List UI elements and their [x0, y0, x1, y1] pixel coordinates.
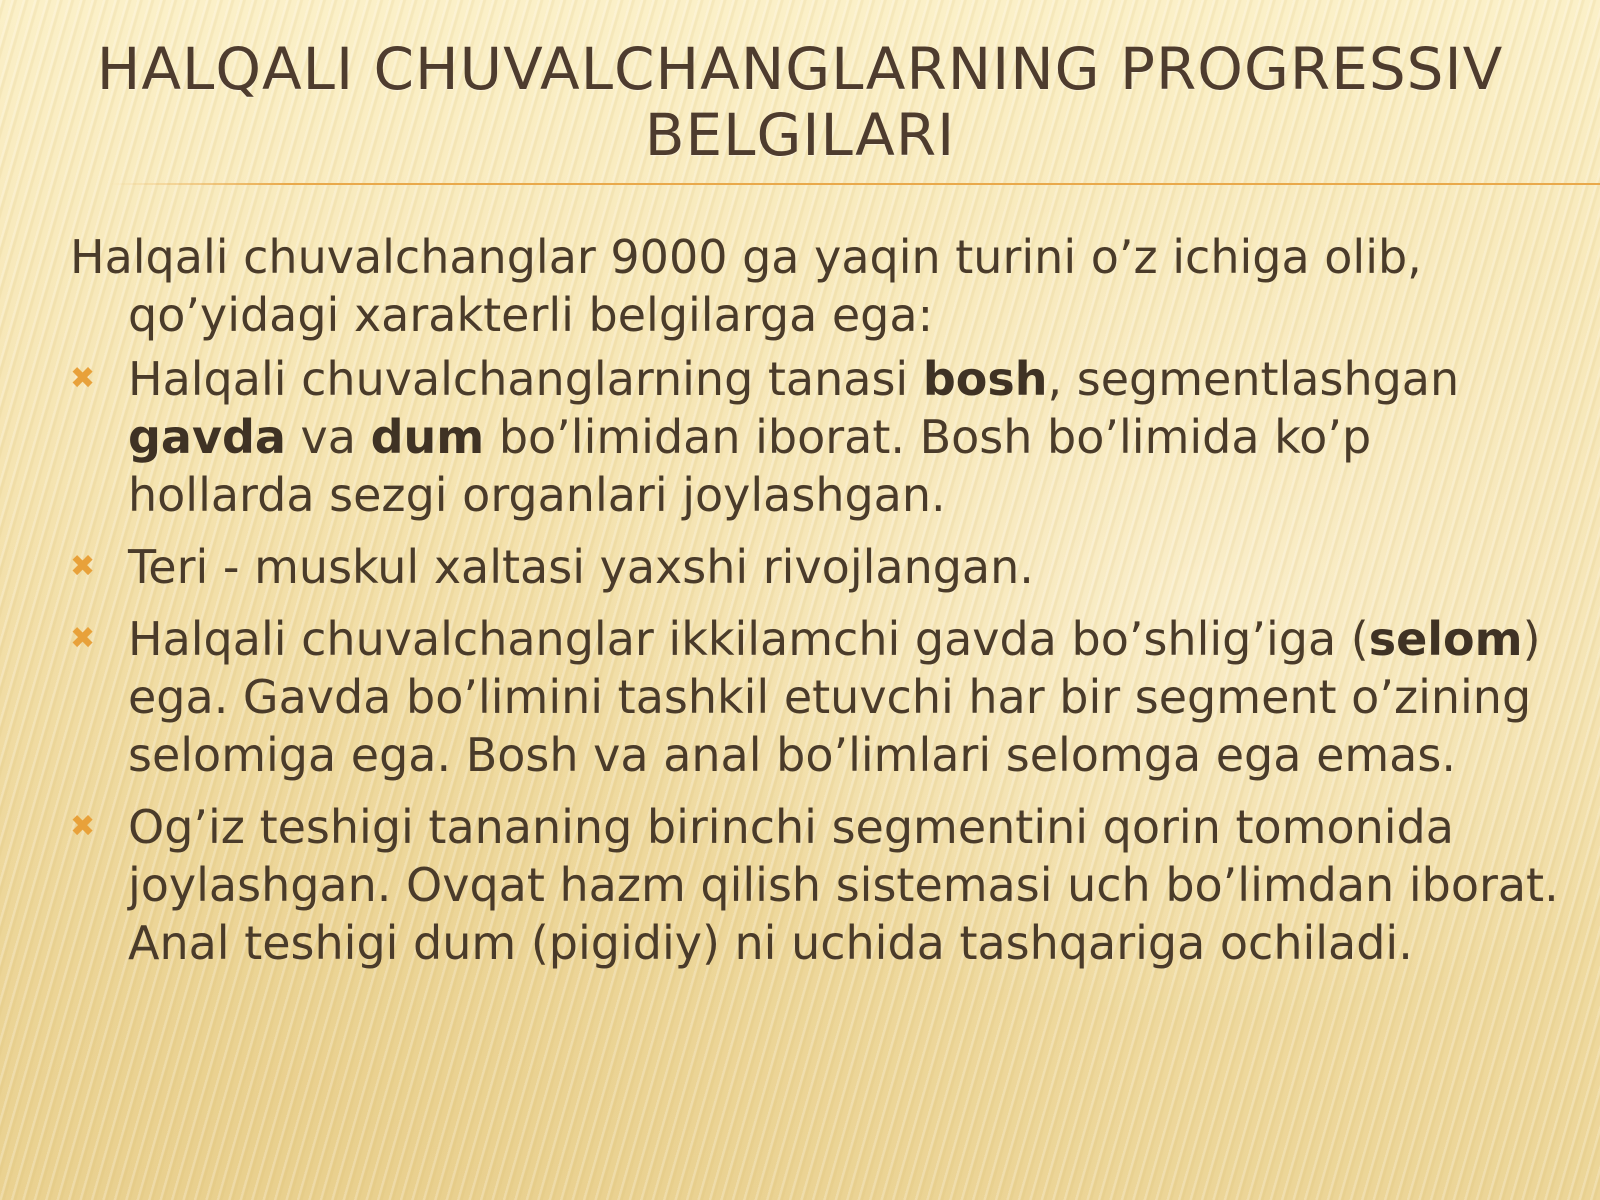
term-gavda: gavda: [128, 410, 286, 464]
intro-paragraph: Halqali chuvalchanglar 9000 ga yaqin turini o’z ichiga olib, qo’yidagi xarakterli belgilarga ega:: [70, 230, 1422, 342]
bullet-text: Halqali chuvalchanglarning tanasi: [128, 352, 923, 406]
x-bullet-icon: ✖: [70, 809, 96, 844]
bullet-item-2: [70, 538, 1560, 596]
bullet-text: bo’limidan iborat. Bosh bo’limida ko’p hollarda sezgi organlari joylashgan.: [128, 410, 1372, 522]
x-bullet-icon: ✖: [70, 621, 96, 656]
bullet-text: Teri - muskul xaltasi yaxshi rivojlangan.: [128, 540, 1034, 594]
x-bullet-icon: ✖: [70, 549, 96, 584]
title-divider: [110, 183, 1600, 185]
bullet-text: va: [285, 410, 371, 464]
bullet-text: , segmentlashgan: [1047, 352, 1460, 406]
bullet-text: Halqali chuvalchanglar ikkilamchi gavda bo’shlig’iga (: [128, 612, 1369, 666]
slide-content: [70, 228, 1560, 986]
bullet-item-1: [70, 350, 1560, 524]
bullet-item-4: [70, 798, 1560, 972]
bullet-text: ) ega. Gavda bo’limini tashkil etuvchi har bir segment o’zining selomiga ega. Bosh va anal bo’limlari selomga ega emas.: [128, 612, 1541, 782]
slide-title: HALQALI CHUVALCHANGLARNING PROGRESSIV BELGILARI: [96, 35, 1504, 169]
term-dum: dum: [370, 410, 485, 464]
x-bullet-icon: ✖: [70, 361, 96, 396]
title-area: [0, 36, 1600, 168]
term-bosh: bosh: [922, 352, 1048, 406]
bullet-list: [70, 350, 1560, 972]
term-selom: selom: [1368, 612, 1523, 666]
bullet-text: Og’iz teshigi tananing birinchi segmentini qorin tomonida joylashgan. Ovqat hazm qilish sistemasi uch bo’limdan iborat. Anal teshigi dum (pigidiy) ni uchida tashqariga ochiladi.: [128, 800, 1559, 970]
bullet-item-3: [70, 610, 1560, 784]
